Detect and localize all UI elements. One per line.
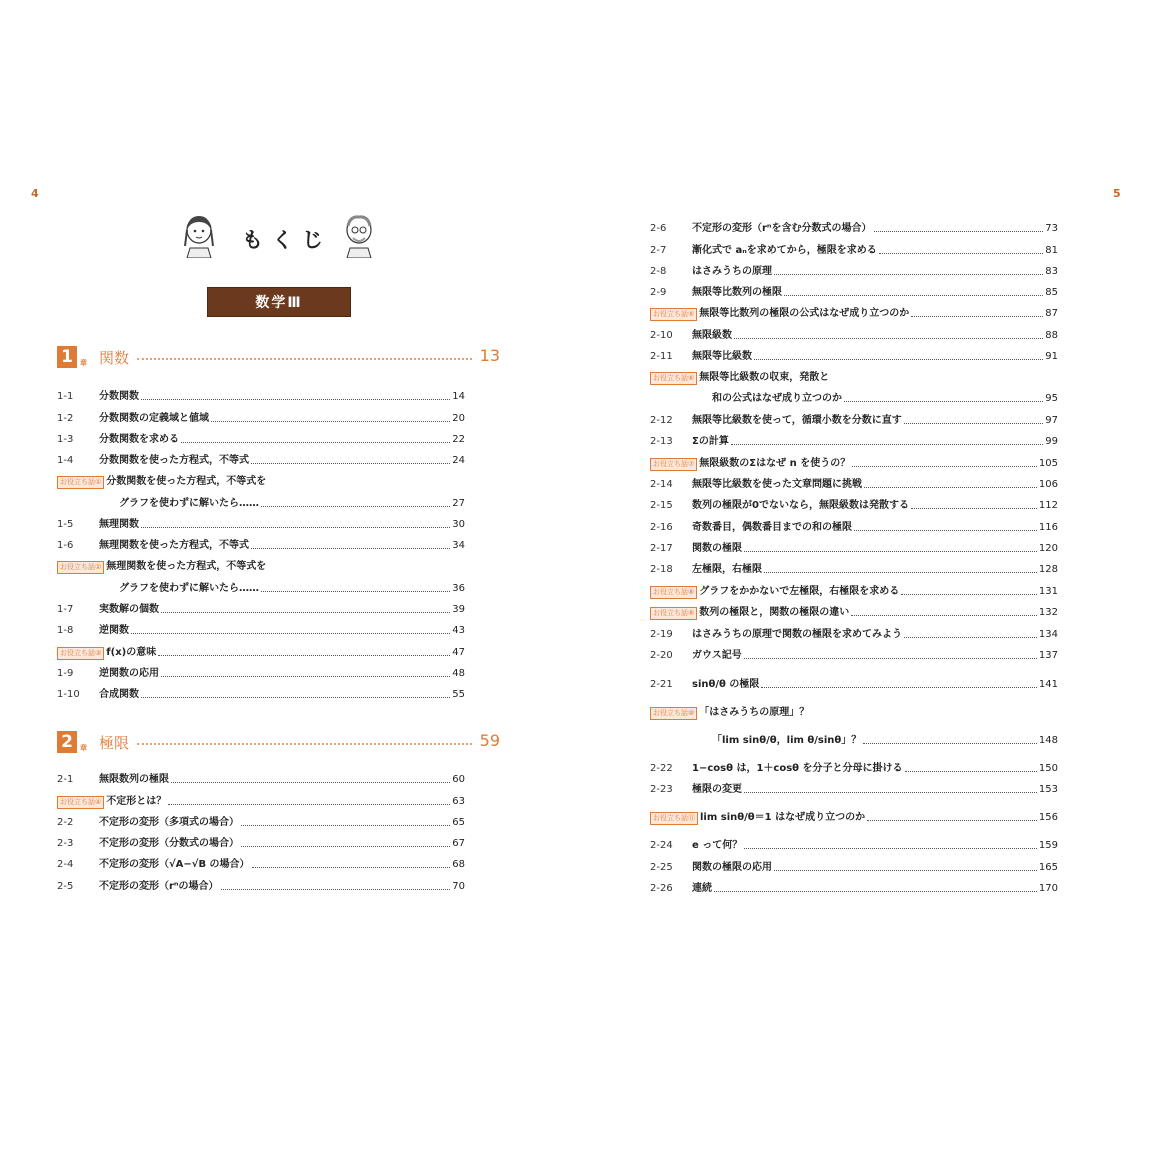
entry-page: 148 bbox=[1038, 735, 1058, 746]
toc-entry[interactable] bbox=[650, 434, 1058, 450]
entry-title: e って何？ bbox=[692, 840, 743, 851]
entry-number: 1-4 bbox=[57, 455, 74, 466]
entry-title: 奇数番目，偶数番目までの和の極限 bbox=[692, 522, 852, 533]
entry-title: はさみうちの原理 bbox=[692, 266, 772, 277]
toc-entry[interactable] bbox=[650, 782, 1058, 798]
entry-number: 2-14 bbox=[650, 479, 673, 490]
entry-title: 無限級数のΣはなぜ n を使うの？ bbox=[699, 458, 851, 469]
leader-dots bbox=[904, 637, 1037, 638]
entry-title: 不定形の変形（rⁿの場合） bbox=[99, 881, 219, 892]
page-number-left: 4 bbox=[31, 187, 39, 200]
entry-number: 1-3 bbox=[57, 434, 74, 445]
entry-page: 36 bbox=[452, 583, 465, 594]
toc-entry[interactable] bbox=[650, 456, 1058, 472]
entry-number: 1-5 bbox=[57, 519, 74, 530]
chapter-page: 59 bbox=[479, 731, 500, 750]
entry-number: 1-6 bbox=[57, 540, 74, 551]
leader-dots bbox=[911, 508, 1037, 509]
entry-number: 2-19 bbox=[650, 629, 673, 640]
entry-number: 2-8 bbox=[650, 266, 667, 277]
leader-dots bbox=[744, 848, 1037, 849]
leader-dots bbox=[867, 820, 1037, 821]
leader-dots bbox=[744, 658, 1037, 659]
entry-title: グラフをかかないで左極限，右極限を求める bbox=[699, 586, 900, 597]
entry-number: 2-22 bbox=[650, 763, 673, 774]
toc-entry[interactable] bbox=[57, 772, 465, 788]
toc-title: もくじ bbox=[242, 228, 332, 252]
leader-dots bbox=[901, 594, 1037, 595]
entry-page: 30 bbox=[452, 519, 465, 530]
toc-entry[interactable] bbox=[57, 857, 465, 873]
toc-entry[interactable] bbox=[650, 562, 1058, 578]
entry-title: Σの計算 bbox=[692, 436, 729, 447]
toc-entry[interactable] bbox=[650, 328, 1058, 344]
entry-number: 2-15 bbox=[650, 500, 673, 511]
column-badge: お役立ち話⑪ bbox=[650, 812, 698, 825]
chapter-page: 13 bbox=[479, 346, 500, 365]
entry-page: 99 bbox=[1045, 436, 1058, 447]
leader-dots bbox=[141, 697, 450, 698]
column-badge: お役立ち話④ bbox=[57, 796, 104, 809]
leader-dots bbox=[744, 551, 1037, 552]
toc-entry[interactable] bbox=[57, 794, 465, 810]
column-badge: お役立ち話⑦ bbox=[650, 458, 697, 471]
toc-entry[interactable] bbox=[650, 349, 1058, 365]
toc-entry[interactable] bbox=[650, 627, 1058, 643]
toc-entry[interactable] bbox=[650, 761, 1058, 777]
leader-dots bbox=[252, 867, 451, 868]
entry-title: 逆関数の応用 bbox=[99, 668, 159, 679]
entry-title: 無限等比級数 bbox=[692, 351, 752, 362]
toc-entry[interactable] bbox=[650, 520, 1058, 536]
entry-page: 63 bbox=[452, 796, 465, 807]
entry-number: 2-10 bbox=[650, 330, 673, 341]
entry-title: 連続 bbox=[692, 883, 712, 894]
entry-title: 「lim sinθ/θ，lim θ/sinθ」？ bbox=[712, 735, 862, 746]
entry-title: 分数関数を使った方程式，不等式 bbox=[99, 455, 249, 466]
toc-entry[interactable] bbox=[57, 666, 465, 682]
entry-number: 1-7 bbox=[57, 604, 74, 615]
entry-number: 2-4 bbox=[57, 859, 74, 870]
entry-page: 150 bbox=[1038, 763, 1058, 774]
entry-number: 2-1 bbox=[57, 774, 74, 785]
entry-number: 2-18 bbox=[650, 564, 673, 575]
leader-dots bbox=[874, 231, 1044, 232]
entry-title: 漸化式で aₙを求めてから，極限を求める bbox=[692, 245, 877, 256]
entry-page: 97 bbox=[1045, 415, 1058, 426]
leader-dots bbox=[761, 687, 1037, 688]
old-man-character-icon bbox=[340, 212, 378, 258]
title-area bbox=[180, 212, 380, 262]
entry-title: 無理関数を使った方程式，不等式を bbox=[106, 561, 267, 572]
subject-heading: 数学Ⅲ bbox=[208, 288, 350, 316]
leader-dots bbox=[774, 274, 1043, 275]
column-badge: お役立ち話① bbox=[57, 476, 104, 489]
entry-number: 1-8 bbox=[57, 625, 74, 636]
entry-page: 85 bbox=[1045, 287, 1058, 298]
entry-page: 34 bbox=[452, 540, 465, 551]
entry-title: 分数関数 bbox=[99, 391, 139, 402]
entry-title: ガウス記号 bbox=[692, 650, 742, 661]
entry-number: 2-11 bbox=[650, 351, 673, 362]
entry-title: 無理関数 bbox=[99, 519, 139, 530]
column-badge: お役立ち話⑧ bbox=[650, 586, 697, 599]
leader-dots bbox=[734, 338, 1043, 339]
entry-title: 関数の極限 bbox=[692, 543, 742, 554]
leader-dots bbox=[714, 891, 1037, 892]
leader-dots bbox=[261, 591, 450, 592]
entry-title: 関数の極限の応用 bbox=[692, 862, 772, 873]
entry-title: 「はさみうちの原理」？ bbox=[699, 707, 810, 718]
entry-number: 2-20 bbox=[650, 650, 673, 661]
entry-page: 112 bbox=[1038, 500, 1058, 511]
leader-dots bbox=[158, 655, 450, 656]
chapter-heading[interactable] bbox=[57, 731, 500, 757]
entry-title: 1−cosθ は，1＋cosθ を分子と分母に掛ける bbox=[692, 763, 903, 774]
entry-title: 無限等比級数の収束，発散と bbox=[699, 372, 830, 383]
entry-page: 39 bbox=[452, 604, 465, 615]
leader-dots bbox=[863, 743, 1037, 744]
entry-title: 和の公式はなぜ成り立つのか bbox=[712, 393, 842, 404]
entry-title: 無限等比数列の極限 bbox=[692, 287, 782, 298]
toc-entry[interactable] bbox=[650, 264, 1058, 280]
entry-number: 1-1 bbox=[57, 391, 74, 402]
chapter-number: 1 bbox=[57, 346, 77, 368]
leader-dots bbox=[904, 423, 1043, 424]
entry-number: 2-25 bbox=[650, 862, 673, 873]
toc-entry[interactable] bbox=[57, 559, 465, 575]
toc-entry[interactable] bbox=[650, 541, 1058, 557]
leader-dots bbox=[137, 743, 472, 745]
column-badge: お役立ち話③ bbox=[57, 647, 104, 660]
entry-page: 128 bbox=[1038, 564, 1058, 575]
entry-number: 2-2 bbox=[57, 817, 74, 828]
entry-number: 2-16 bbox=[650, 522, 673, 533]
entry-page: 81 bbox=[1045, 245, 1058, 256]
entry-page: 131 bbox=[1038, 586, 1058, 597]
toc-entry[interactable] bbox=[650, 391, 1058, 407]
entry-title: 無限等比級数を使って，循環小数を分数に直す bbox=[692, 415, 902, 426]
leader-dots bbox=[161, 676, 450, 677]
entry-title: グラフを使わずに解いたら…… bbox=[119, 583, 259, 594]
entry-page: 27 bbox=[452, 498, 465, 509]
entry-page: 67 bbox=[452, 838, 465, 849]
toc-entry[interactable] bbox=[57, 389, 465, 405]
leader-dots bbox=[141, 527, 450, 528]
entry-page: 83 bbox=[1045, 266, 1058, 277]
entry-title: 逆関数 bbox=[99, 625, 129, 636]
column-badge: お役立ち話⑨ bbox=[650, 607, 697, 620]
leader-dots bbox=[851, 615, 1037, 616]
entry-page: 91 bbox=[1045, 351, 1058, 362]
entry-number: 2-17 bbox=[650, 543, 673, 554]
column-badge: お役立ち話② bbox=[57, 561, 104, 574]
toc-entry[interactable] bbox=[650, 306, 1058, 322]
entry-page: 156 bbox=[1038, 812, 1058, 823]
toc-entry[interactable] bbox=[57, 879, 465, 895]
leader-dots bbox=[241, 825, 450, 826]
entry-title: 不定形の変形（分数式の場合） bbox=[99, 838, 239, 849]
entry-page: 24 bbox=[452, 455, 465, 466]
column-badge: お役立ち話⑥ bbox=[650, 372, 697, 385]
leader-dots bbox=[764, 572, 1037, 573]
leader-dots bbox=[241, 846, 450, 847]
leader-dots bbox=[168, 804, 450, 805]
toc-entry[interactable] bbox=[57, 623, 465, 639]
toc-entry[interactable] bbox=[650, 413, 1058, 429]
leader-dots bbox=[171, 782, 450, 783]
entry-title: はさみうちの原理で関数の極限を求めてみよう bbox=[692, 629, 902, 640]
toc-entry[interactable] bbox=[650, 705, 1058, 721]
chapter-suffix: 章 bbox=[80, 359, 87, 367]
leader-dots bbox=[251, 548, 450, 549]
entry-page: 106 bbox=[1038, 479, 1058, 490]
entry-number: 2-9 bbox=[650, 287, 667, 298]
toc-entry[interactable] bbox=[650, 221, 1058, 237]
entry-title: 左極限，右極限 bbox=[692, 564, 762, 575]
leader-dots bbox=[137, 358, 472, 360]
entry-number: 1-2 bbox=[57, 413, 74, 424]
entry-number: 2-23 bbox=[650, 784, 673, 795]
toc-entry[interactable] bbox=[650, 860, 1058, 876]
toc-entry[interactable] bbox=[57, 432, 465, 448]
entry-number: 2-26 bbox=[650, 883, 673, 894]
entry-page: 70 bbox=[452, 881, 465, 892]
entry-page: 116 bbox=[1038, 522, 1058, 533]
leader-dots bbox=[905, 771, 1037, 772]
toc-entry[interactable] bbox=[650, 838, 1058, 854]
toc-entry[interactable] bbox=[650, 677, 1058, 693]
girl-character-icon bbox=[180, 212, 218, 258]
entry-title: 不定形の変形（rⁿを含む分数式の場合） bbox=[692, 223, 872, 234]
entry-title: 合成関数 bbox=[99, 689, 139, 700]
entry-page: 47 bbox=[452, 647, 465, 658]
entry-number: 2-13 bbox=[650, 436, 673, 447]
toc-entry[interactable] bbox=[57, 815, 465, 831]
toc-entry[interactable] bbox=[57, 517, 465, 533]
entry-title: 分数関数を求める bbox=[99, 434, 179, 445]
column-badge: お役立ち話⑤ bbox=[650, 308, 697, 321]
toc-entry[interactable] bbox=[650, 243, 1058, 259]
toc-entry[interactable] bbox=[57, 687, 465, 703]
entry-title: 分数関数の定義域と値域 bbox=[99, 413, 209, 424]
leader-dots bbox=[744, 792, 1037, 793]
column-badge: お役立ち話⑩ bbox=[650, 707, 697, 720]
entry-page: 43 bbox=[452, 625, 465, 636]
entry-page: 73 bbox=[1045, 223, 1058, 234]
entry-title: グラフを使わずに解いたら…… bbox=[119, 498, 259, 509]
leader-dots bbox=[911, 316, 1043, 317]
entry-title: 不定形とは？ bbox=[106, 796, 167, 807]
entry-title: 極限の変更 bbox=[692, 784, 742, 795]
entry-title: 無理関数を使った方程式，不等式 bbox=[99, 540, 249, 551]
leader-dots bbox=[211, 421, 450, 422]
chapter-number: 2 bbox=[57, 731, 77, 753]
toc-entry[interactable] bbox=[57, 411, 465, 427]
toc-entry[interactable] bbox=[650, 498, 1058, 514]
entry-title: 分数関数を使った方程式，不等式を bbox=[106, 476, 267, 487]
toc-entry[interactable] bbox=[650, 477, 1058, 493]
toc-entry[interactable] bbox=[57, 581, 465, 597]
entry-number: 1-10 bbox=[57, 689, 80, 700]
entry-page: 170 bbox=[1038, 883, 1058, 894]
entry-page: 141 bbox=[1038, 679, 1058, 690]
entry-page: 120 bbox=[1038, 543, 1058, 554]
chapter-heading[interactable] bbox=[57, 346, 500, 372]
entry-number: 2-3 bbox=[57, 838, 74, 849]
entry-page: 22 bbox=[452, 434, 465, 445]
entry-page: 153 bbox=[1038, 784, 1058, 795]
entry-page: 60 bbox=[452, 774, 465, 785]
toc-entry[interactable] bbox=[57, 474, 465, 490]
entry-page: 14 bbox=[452, 391, 465, 402]
entry-page: 137 bbox=[1038, 650, 1058, 661]
entry-page: 159 bbox=[1038, 840, 1058, 851]
entry-title: 無限数列の極限 bbox=[99, 774, 169, 785]
chapter-title: 関数 bbox=[99, 349, 130, 367]
entry-title: 無限級数 bbox=[692, 330, 732, 341]
entry-title: f(x)の意味 bbox=[106, 647, 157, 658]
entry-page: 95 bbox=[1045, 393, 1058, 404]
entry-page: 132 bbox=[1038, 607, 1058, 618]
entry-page: 87 bbox=[1045, 308, 1058, 319]
toc-entry[interactable] bbox=[650, 605, 1058, 621]
entry-number: 2-5 bbox=[57, 881, 74, 892]
leader-dots bbox=[784, 295, 1043, 296]
entry-number: 1-9 bbox=[57, 668, 74, 679]
leader-dots bbox=[774, 870, 1037, 871]
entry-page: 20 bbox=[452, 413, 465, 424]
leader-dots bbox=[731, 444, 1043, 445]
entry-title: 不定形の変形（√A−√B の場合） bbox=[99, 859, 250, 870]
entry-page: 105 bbox=[1038, 458, 1058, 469]
chapter-suffix: 章 bbox=[80, 744, 87, 752]
entry-title: 無限等比級数を使った文章問題に挑戦 bbox=[692, 479, 862, 490]
entry-page: 65 bbox=[452, 817, 465, 828]
toc-entry[interactable] bbox=[57, 602, 465, 618]
entry-title: 数列の極限が0でないなら，無限級数は発散する bbox=[692, 500, 909, 511]
leader-dots bbox=[852, 466, 1037, 467]
chapter-title: 極限 bbox=[99, 734, 130, 752]
entry-page: 134 bbox=[1038, 629, 1058, 640]
entry-title: 不定形の変形（多項式の場合） bbox=[99, 817, 239, 828]
leader-dots bbox=[141, 399, 450, 400]
page-number-right: 5 bbox=[1113, 187, 1121, 200]
leader-dots bbox=[161, 612, 450, 613]
toc-entry[interactable] bbox=[57, 836, 465, 852]
entry-page: 68 bbox=[452, 859, 465, 870]
leader-dots bbox=[221, 889, 451, 890]
leader-dots bbox=[131, 633, 450, 634]
toc-entry[interactable] bbox=[650, 810, 1058, 826]
leader-dots bbox=[261, 506, 450, 507]
leader-dots bbox=[754, 359, 1043, 360]
toc-entry[interactable] bbox=[57, 496, 465, 512]
entry-title: 数列の極限と，関数の極限の違い bbox=[699, 607, 850, 618]
toc-entry[interactable] bbox=[650, 648, 1058, 664]
entry-number: 2-12 bbox=[650, 415, 673, 426]
entry-number: 2-6 bbox=[650, 223, 667, 234]
entry-title: sinθ/θ の極限 bbox=[692, 679, 760, 690]
leader-dots bbox=[251, 463, 450, 464]
entry-page: 88 bbox=[1045, 330, 1058, 341]
toc-entry[interactable] bbox=[650, 285, 1058, 301]
entry-title: 無限等比数列の極限の公式はなぜ成り立つのか bbox=[699, 308, 910, 319]
entry-number: 2-24 bbox=[650, 840, 673, 851]
entry-page: 48 bbox=[452, 668, 465, 679]
leader-dots bbox=[854, 530, 1037, 531]
entry-number: 2-7 bbox=[650, 245, 667, 256]
leader-dots bbox=[844, 401, 1043, 402]
entry-title: lim sinθ/θ＝1 はなぜ成り立つのか bbox=[700, 812, 866, 823]
leader-dots bbox=[864, 487, 1037, 488]
toc-entry[interactable] bbox=[650, 370, 1058, 386]
toc-entry[interactable] bbox=[650, 733, 1058, 749]
entry-number: 2-21 bbox=[650, 679, 673, 690]
leader-dots bbox=[879, 253, 1043, 254]
entry-title: 実数解の個数 bbox=[99, 604, 159, 615]
entry-page: 55 bbox=[452, 689, 465, 700]
toc-entry[interactable] bbox=[57, 645, 465, 661]
toc-entry[interactable] bbox=[57, 453, 465, 469]
toc-entry[interactable] bbox=[650, 584, 1058, 600]
toc-entry[interactable] bbox=[650, 881, 1058, 897]
entry-page: 165 bbox=[1038, 862, 1058, 873]
toc-entry[interactable] bbox=[57, 538, 465, 554]
leader-dots bbox=[181, 442, 450, 443]
